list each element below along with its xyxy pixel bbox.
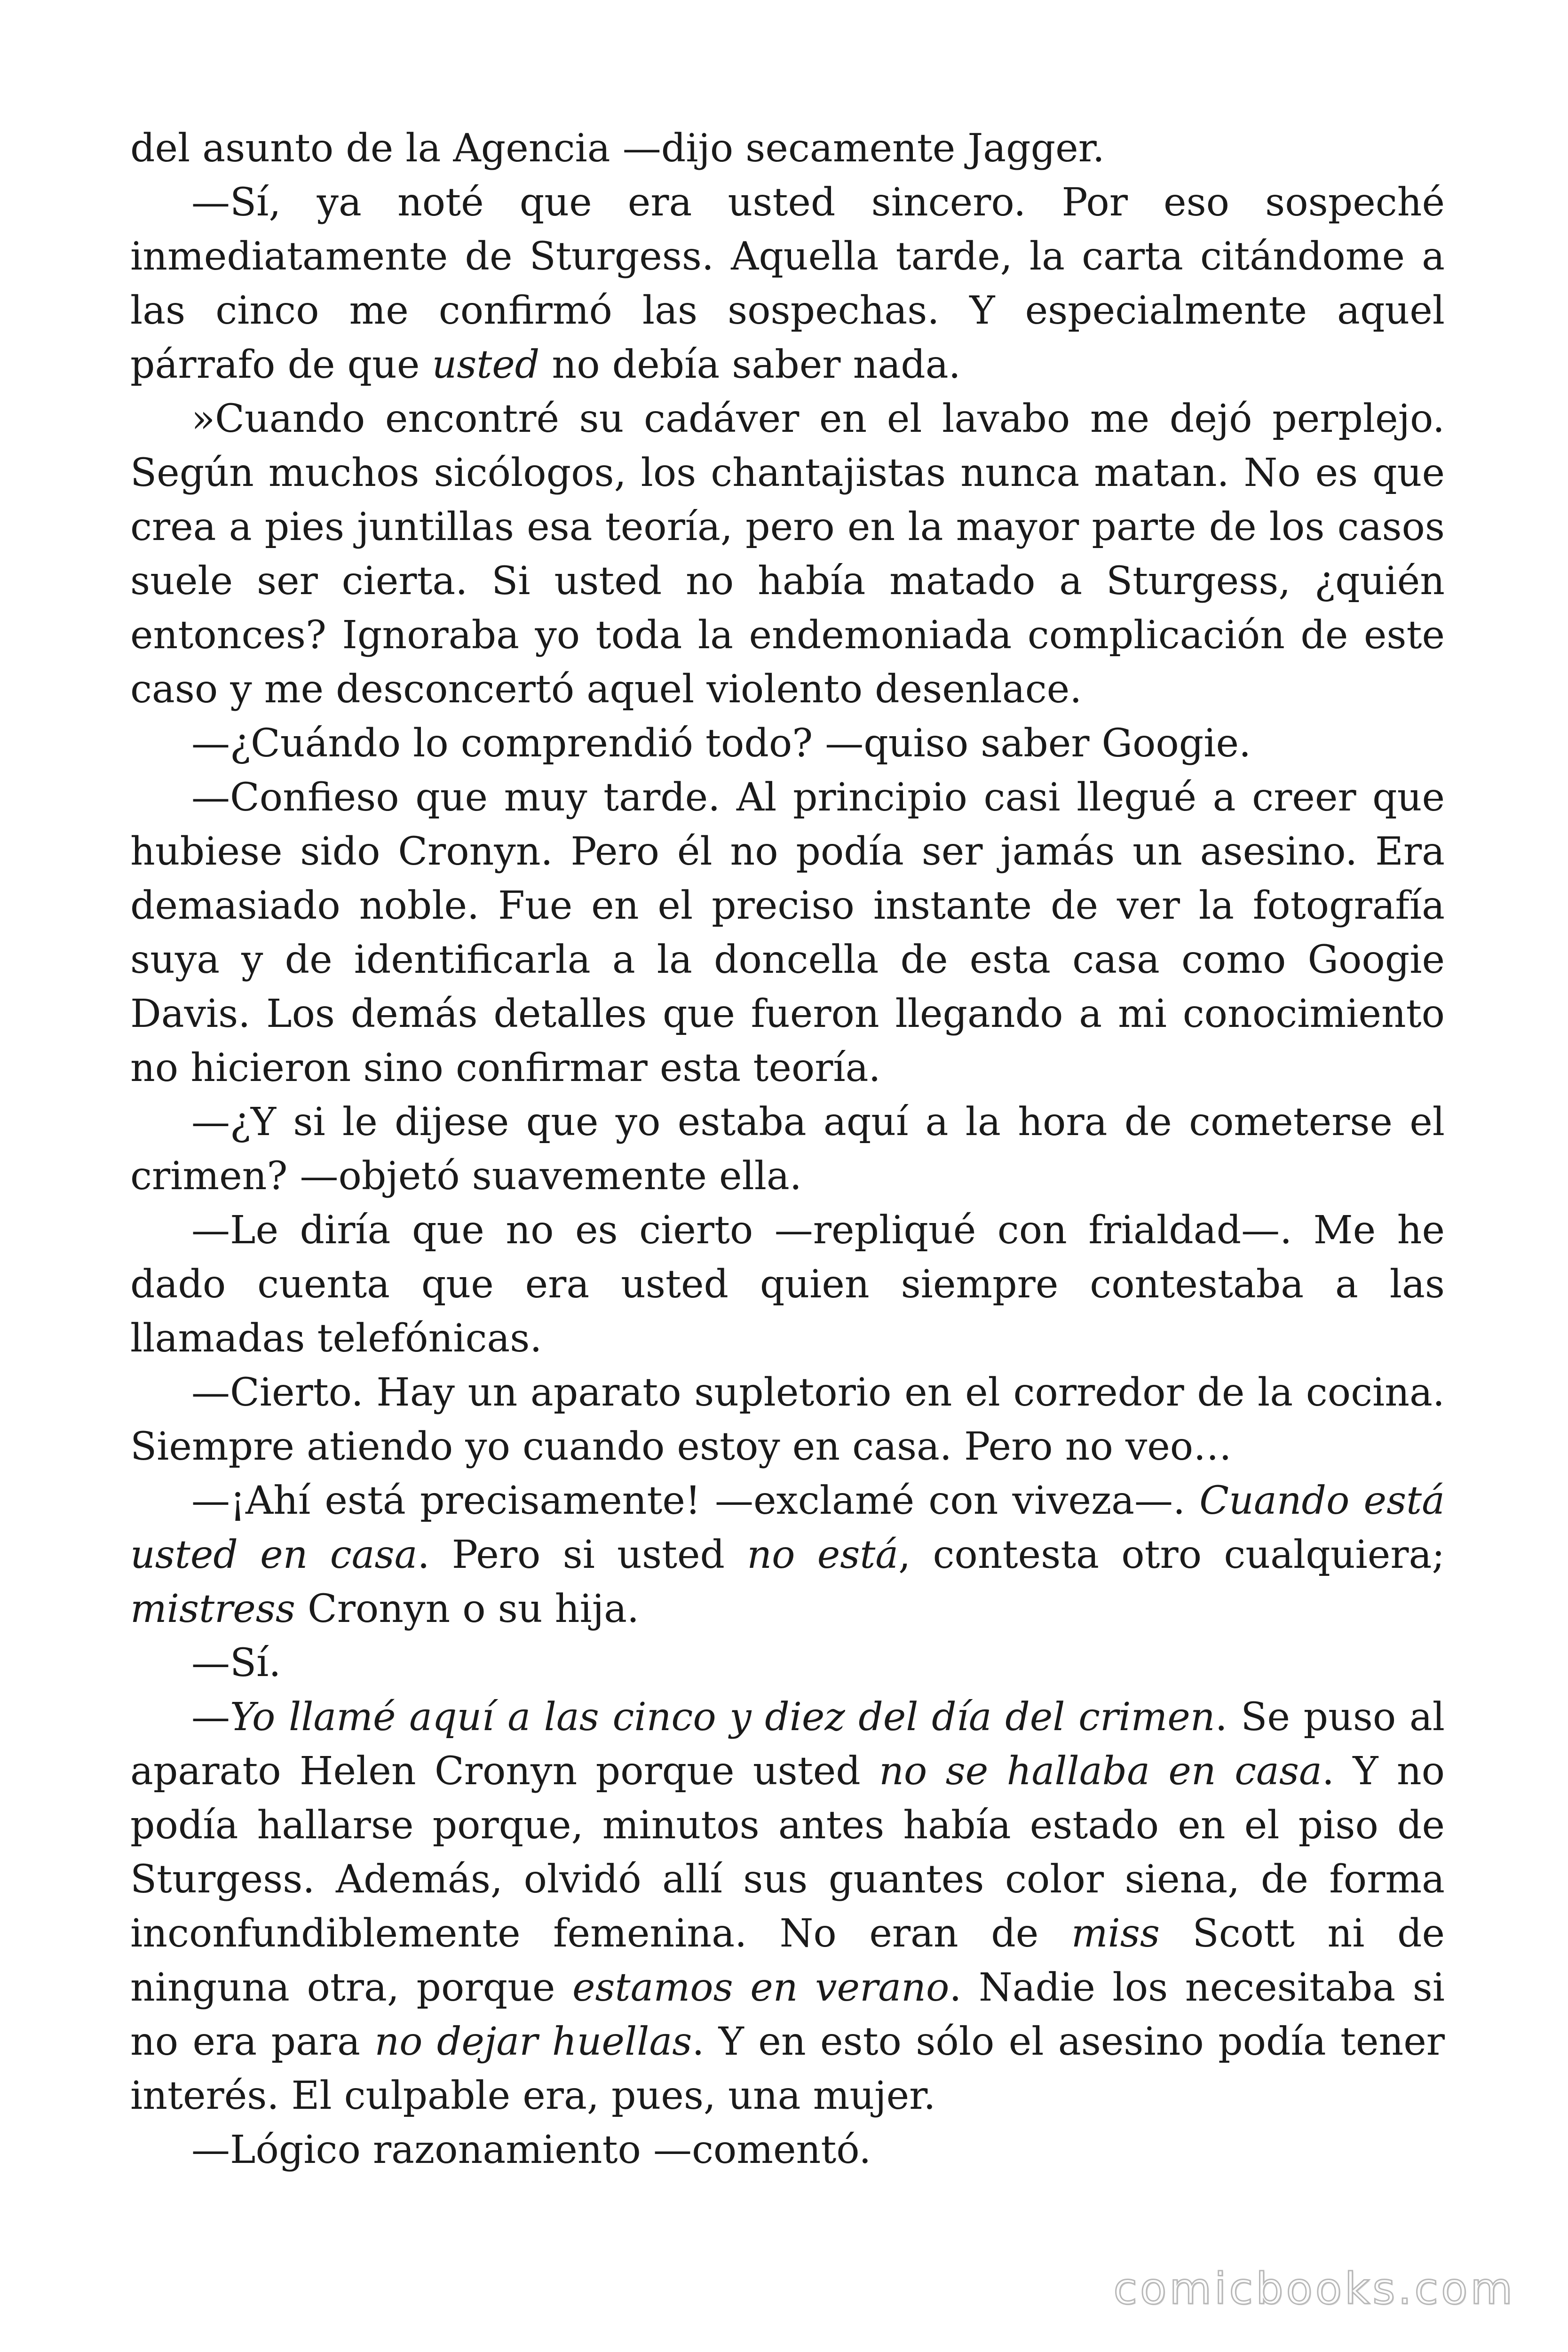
paragraph: [130, 716, 1445, 771]
paragraph: [130, 1474, 1445, 1636]
paragraph: [130, 392, 1445, 716]
paragraph: [130, 1203, 1445, 1366]
text-run: Cronyn o su hija.: [295, 1587, 640, 1631]
italic-text: usted: [432, 342, 540, 387]
text-run: . Nadie los necesitaba si no era para: [130, 1965, 1445, 2064]
text-run: —Le diría que no es cierto —repliqué con frialdad—. Me he dado cuenta que era usted quien siempre contestaba a las llamadas telefónicas.: [130, 1208, 1445, 1361]
text-run: —Confieso que muy tarde. Al principio casi llegué a creer que hubiese sido Cronyn. Pero él no podía ser jamás un asesino. Era demasiado noble. Fue en el preciso instante de ver la fotografía suya y de identificarla a la doncella de esta casa como Googie Davis. Los demás detalles que fueron llegando a mi conocimiento no hicieron sino confirmar esta teoría.: [130, 775, 1445, 1090]
italic-text: miss: [1071, 1911, 1160, 1956]
italic-text: Yo llamé aquí a las cinco y diez del día del crimen: [230, 1695, 1215, 1740]
text-run: —: [191, 1695, 230, 1740]
paragraph: [130, 771, 1445, 1095]
text-run: . Y no podía hallarse porque, minutos antes había estado en el piso de Sturgess. Además, olvidó allí sus guantes color siena, de forma inconfundiblemente femenina. No eran de: [130, 1749, 1445, 1956]
text-run: . Se puso al aparato Helen Cronyn porque usted: [130, 1695, 1445, 1794]
text-run: , contesta otro cualquiera;: [898, 1533, 1445, 1577]
italic-text: no está: [747, 1533, 899, 1577]
paragraph: [130, 2123, 1445, 2177]
italic-text: estamos en verano: [572, 1965, 950, 2010]
text-run: —Cierto. Hay un aparato supletorio en el corredor de la cocina. Siempre atiendo yo cuando estoy en casa. Pero no veo…: [130, 1370, 1445, 1469]
text-run: del asunto de la Agencia —dijo secamente Jagger.: [130, 126, 1105, 171]
italic-text: mistress: [130, 1587, 295, 1631]
paragraph: [130, 1690, 1445, 2123]
text-run: —¡Ahí está precisamente! —exclamé con viveza—.: [191, 1478, 1200, 1523]
body-text: [130, 121, 1445, 2177]
text-run: —Lógico razonamiento —comentó.: [191, 2128, 871, 2172]
text-run: —Sí.: [191, 1641, 281, 1685]
italic-text: Cuando está usted en casa: [130, 1478, 1445, 1577]
text-run: —Sí, ya noté que era usted sincero. Por eso sospeché inmediatamente de Sturgess. Aquella tarde, la carta citándome a las cinco me confirmó las sospechas. Y especialmente aquel párrafo de que: [130, 180, 1445, 387]
paragraph: [130, 1095, 1445, 1203]
text-run: —¿Y si le dijese que yo estaba aquí a la hora de cometerse el crimen? —objetó suavemente ella.: [130, 1100, 1445, 1199]
text-run: Scott ni de ninguna otra, porque: [130, 1911, 1445, 2010]
text-run: —¿Cuándo lo comprendió todo? —quiso saber Googie.: [191, 721, 1251, 766]
paragraph: [130, 175, 1445, 392]
text-run: . Pero si usted: [417, 1533, 747, 1577]
paragraph: [130, 1636, 1445, 1690]
italic-text: no dejar huellas: [374, 2019, 692, 2064]
text-run: . Y en esto sólo el asesino podía tener interés. El culpable era, pues, una mujer.: [130, 2019, 1445, 2118]
text-run: no debía saber nada.: [539, 342, 961, 387]
text-run: »Cuando encontré su cadáver en el lavabo me dejó perplejo. Según muchos sicólogos, los chantajistas nunca matan. No es que crea a pies juntillas esa teoría, pero en la mayor parte de los casos suele ser cierta. Si usted no había matado a Sturgess, ¿quién entonces? Ignoraba yo toda la endemoniada complicación de este caso y me desconcertó aquel violento desenlace.: [130, 397, 1445, 712]
paragraph: [130, 121, 1445, 175]
italic-text: no se hallaba en casa: [879, 1749, 1322, 1794]
paragraph: [130, 1366, 1445, 1474]
watermark: comicbooks.com: [1113, 2264, 1515, 2314]
